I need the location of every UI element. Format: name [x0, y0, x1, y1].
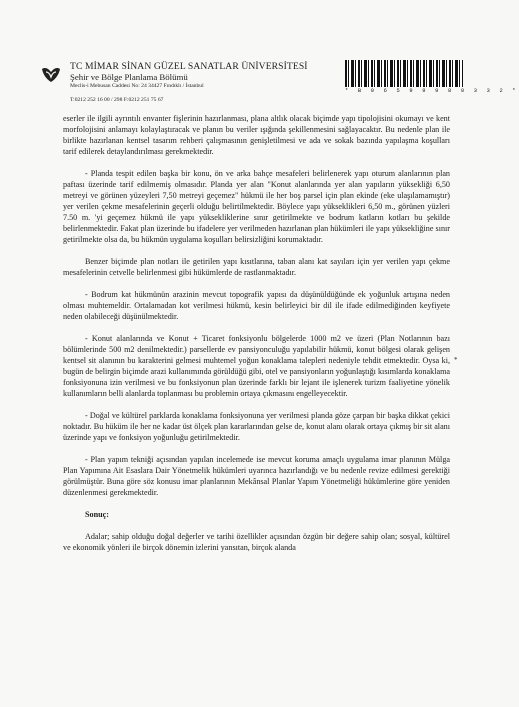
- margin-mark: *: [454, 356, 458, 364]
- department-name: Şehir ve Bölge Planlama Bölümü: [70, 72, 188, 82]
- phone-line: T:0212 252 16 00 / 298 F:0212 251 75 67: [70, 97, 164, 103]
- conclusion-heading: Sonuç:: [85, 510, 109, 519]
- address-line: Meclis-i Mebusan Caddesi No: 24 34427 Fındıklı / İstanbul: [70, 83, 204, 89]
- institution-name: TC MİMAR SİNAN GÜZEL SANATLAR ÜNİVERSİTESİ: [70, 61, 308, 72]
- paragraph-3: Benzer biçimde plan notları ile getirilen yapı kısıtlarına, taban alanı kat sayıları için yer verilen yapı çekme mesafelerinin cetvelle belirlenmesi gibi hükümlerde de rastlanmaktadır.: [63, 257, 450, 277]
- paragraph-4: - Bodrum kat hükmünün arazinin mevcut topografik yapısı da düşünüldüğünde ek yoğunluk artışına neden olması muhtemeldir. Ortalamadan kot verilmesi hükmü, kesin belirleyici bir dil ile ifade edilmediğinden keyfiyete neden olabileceği düşünülmektedir.: [63, 290, 450, 321]
- paragraph-7: - Plan yapım tekniği açısından yapılan incelemede ise mevcut koruma amaçlı uygulama imar planının Mülga Plan Yapımına Ait Esaslara Dair Yönetmelik hükümleri uyarınca hazırlandığı ve bu nedenle revize edilmesi gerektiği görülmüştür. Buna göre söz konusu imar planlarının Mekânsal Planlar Yapım Yönetmeliği hükümlerine göre yeniden düzenlenmesi gerekmektedir.: [63, 455, 450, 497]
- university-logo-icon: [40, 66, 62, 84]
- paragraph-5: - Konut alanlarında ve Konut + Ticaret fonksiyonlu bölgelerde 1000 m2 ve üzeri (Plan Notlarının bazı bölümlerinde 500 m2 denilmektedir.) parsellerde ev pansiyonculuğu yapılabilir hükmü, konut bölgesi olarak gelişen kentsel sit alanının bu karakterini gelmesi muhtemel yoğun konaklama talepleri nedeniyle tehdit etmektedir. Oysa ki, bugün de belirgin biçimde arazi kullanımında görüldüğü gibi, otel ve pansiyonların yoğunlaştığı kısımlarda konaklama fonksiyonuna izin verilmesi ve bu fonksiyonun plan üzerinde farklı bir lejant ile işlenerek turizm faaliyetine yönelik kullanımların belli alanlarda toplanması bu problemin ortaya çıkmasını engelleyecektir.: [63, 334, 450, 398]
- paragraph-6: - Doğal ve kültürel parklarda konaklama fonksiyonuna yer verilmesi planda göze çarpan bir başka dikkat çekici noktadır. Bu hüküm ile her ne kadar üst ölçek plan kararlarından gelse de, konut alanı olarak ortaya çıkmış bir sit alanı üzerinde yapı ve fonksiyon yoğunluğu getirilmektedir.: [63, 411, 450, 442]
- document-body: [63, 113, 450, 553]
- barcode: [345, 60, 463, 87]
- paragraph-1: eserler ile ilgili ayrıntılı envanter fişlerinin hazırlanması, plana altlık olacak biçimde yapı tipolojisini okumayı ve kent morfolojisini anlamayı kolaylaştıracak ve planın bu veriler ışığında şekillenmesini sağlayacaktır. Bu nedenle plan ile birlikte hazırlanan kentsel tasarım rehberi çalışmasının genişletilmesi ve ada ve sokak bazında yapılaşma koşulları tarif edilerek detaylandırılması gerekmektedir.: [63, 114, 450, 156]
- barcode-number: * B 0 6 5 9 9 9 8 0 3 3 2 *: [345, 88, 519, 94]
- conclusion-text: Adalar; sahip olduğu doğal değerler ve tarihi özellikler açısından özgün bir değere sahip olan; sosyal, kültürel ve ekonomik yönleri ile birçok dönemin izlerini yansıtan, birçok alanda: [63, 532, 450, 552]
- letterhead: [70, 62, 330, 104]
- paragraph-2: - Planda tespit edilen başka bir konu, ön ve arka bahçe mesafeleri belirlenerek yapı oturum alanlarının plan paftası üzerinde tarif edilmemiş olmasıdır. Planda yer alan "Konut alanlarında yer alan yapıların yüksekliği 6,50 metreyi ve görünen yüzeyleri 7,50 metreyi geçemez" hükmü ile her boş parsel için plan ekinde (eke ulaşılamamıştır) yer verilen çekme mesafelerinin geçerli olduğu belirtilmektedir. Böylece yapı yükseklikleri 6,50 m., görünen yüzleri 7.50 m. 'yi geçemez hükmü ile yapı yüksekliklerine sınır getirilmekte ve bodrum katların kotları bu şekilde belirlenmektedir. Fakat plan üzerinde bu ifadelere yer verilmeden hazırlanan plan hükümleri ile yapı yüksekliğine sınır getirilmekte olsa da, bu hükmün uygulama koşulları belirsizliğini korumaktadır.: [63, 169, 450, 244]
